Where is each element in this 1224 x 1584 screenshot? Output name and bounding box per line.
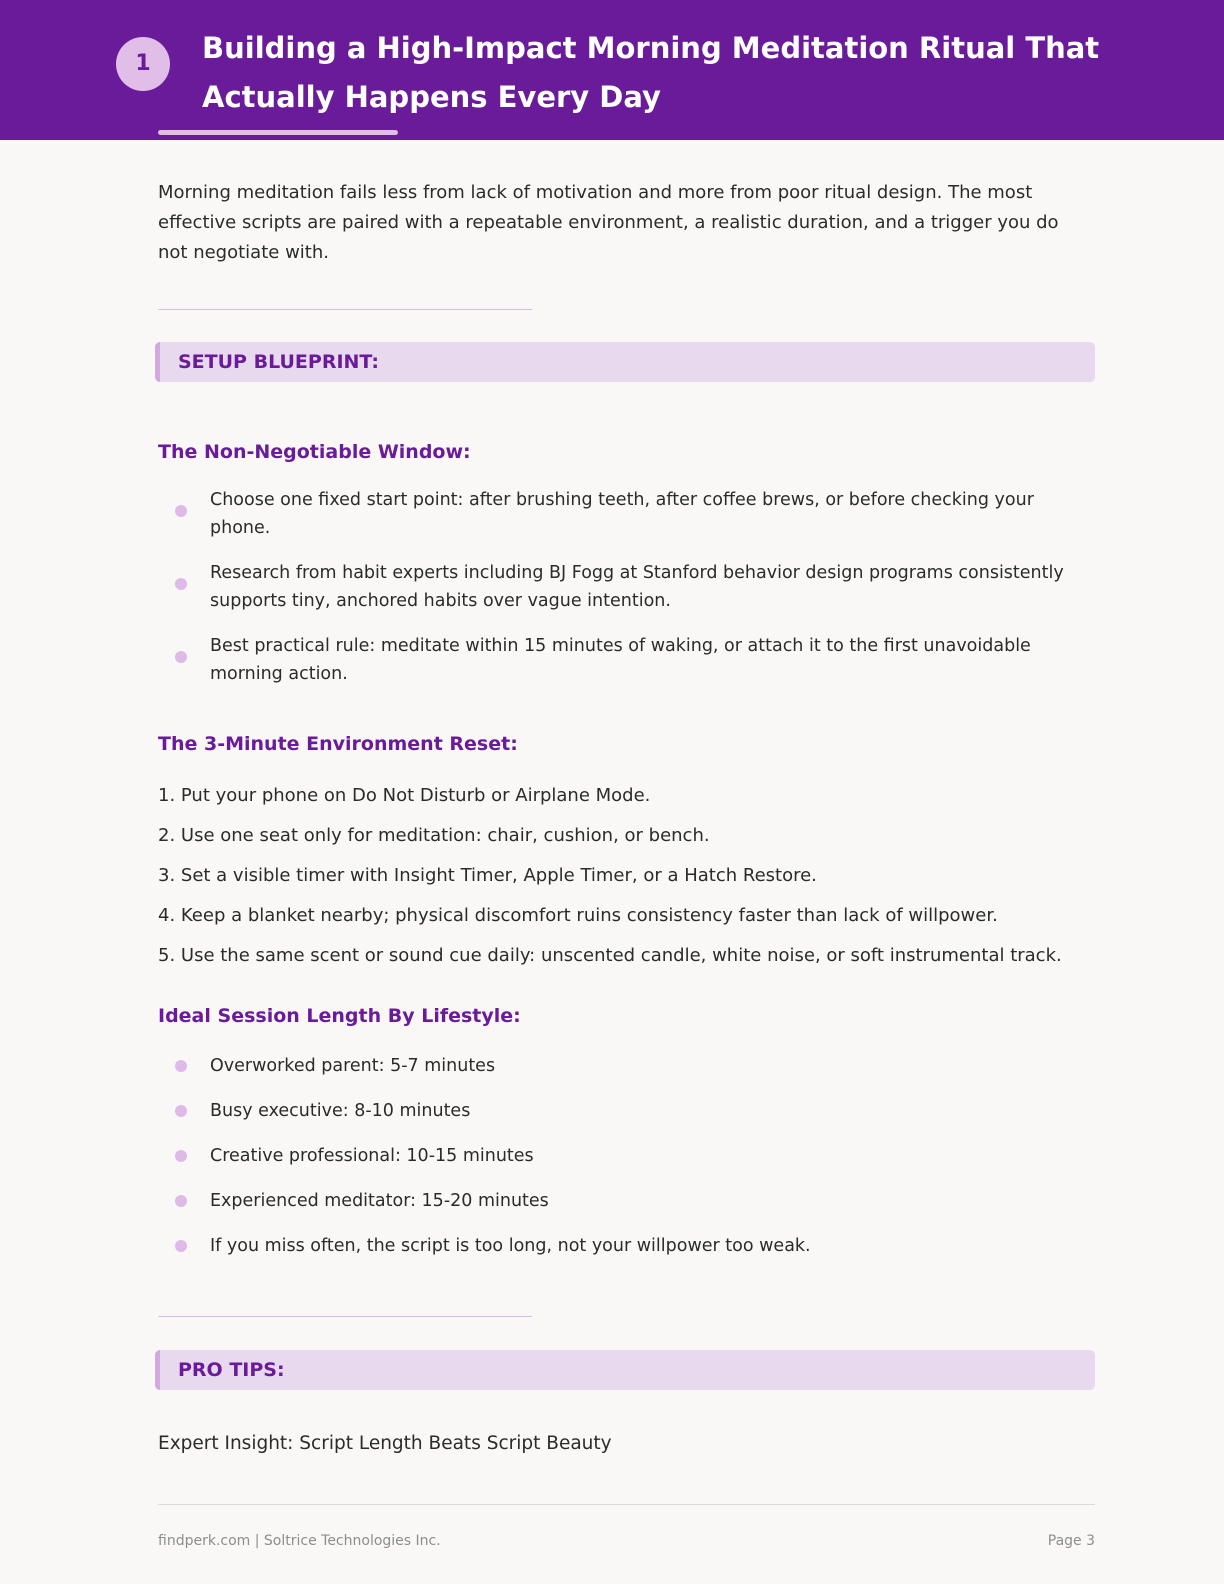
list-item: 3. Set a visible timer with Insight Timer, Apple Timer, or a Hatch Restore. [158,865,817,886]
bullet-dot [175,1105,187,1117]
list-item: 2. Use one seat only for meditation: chair, cushion, or bench. [158,825,710,846]
bullet-dot [175,1240,187,1252]
step-number-badge: 1 [116,37,170,91]
lengths-list [158,1052,1088,1277]
list-item-text: Busy executive: 8-10 minutes [210,1101,471,1121]
intro-paragraph: Morning meditation fails less from lack of motivation and more from poor ritual design. The most effective scripts are paired with a repeatable environment, a realistic duration, and a trigger you do not negotiate with. [158,182,1059,263]
pro-tips-banner [155,1350,1095,1390]
reset-list [158,781,1088,981]
list-item [158,486,1088,559]
lengths-heading: Ideal Session Length By Lifestyle: [158,1005,521,1027]
bullet-dot [175,505,187,517]
list-item-text: Research from habit experts including BJ Fogg at Stanford behavior design programs consistently supports tiny, anchored habits over vague intention. [210,563,1064,611]
list-item [158,1052,1088,1097]
list-item-text: Creative professional: 10-15 minutes [210,1146,534,1166]
list-item-text: Experienced meditator: 15-20 minutes [210,1191,549,1211]
section-divider [158,1316,532,1317]
list-item [158,559,1088,632]
page-title: Building a High-Impact Morning Meditation Ritual That Actually Happens Every Day [202,31,1100,114]
bullet-dot [175,651,187,663]
page-header [0,0,1224,140]
bullet-dot [175,1060,187,1072]
pro-tips-label: PRO TIPS: [178,1359,285,1381]
window-heading: The Non-Negotiable Window: [158,441,471,463]
list-item [158,1097,1088,1142]
expert-insight: Expert Insight: Script Length Beats Script Beauty [158,1433,612,1454]
list-item-text: If you miss often, the script is too long, not your willpower too weak. [210,1236,811,1256]
section-divider [158,309,532,310]
reset-heading: The 3-Minute Environment Reset: [158,733,518,755]
setup-blueprint-label: SETUP BLUEPRINT: [178,351,379,373]
setup-blueprint-banner [155,342,1095,382]
list-item: 1. Put your phone on Do Not Disturb or Airplane Mode. [158,785,651,806]
list-item: 5. Use the same scent or sound cue daily: unscented candle, white noise, or soft instrumental track. [158,945,1062,966]
list-item-text: Choose one fixed start point: after brushing teeth, after coffee brews, or before checking your phone. [210,490,1034,538]
list-item-text: Overworked parent: 5-7 minutes [210,1056,496,1076]
list-item [158,632,1088,705]
list-item: 4. Keep a blanket nearby; physical discomfort ruins consistency faster than lack of willpower. [158,905,998,926]
list-item [158,1142,1088,1187]
list-item-text: Best practical rule: meditate within 15 minutes of waking, or attach it to the first unavoidable morning action. [210,636,1031,684]
footer-source: findperk.com | Soltrice Technologies Inc. [158,1533,441,1549]
bullet-dot [175,1150,187,1162]
page-number: Page 3 [1047,1533,1095,1549]
list-item [158,1232,1088,1277]
bullet-dot [175,1195,187,1207]
bullet-dot [175,578,187,590]
window-list [158,486,1088,705]
footer-divider [158,1504,1095,1505]
list-item [158,1187,1088,1232]
title-underline [158,130,398,135]
